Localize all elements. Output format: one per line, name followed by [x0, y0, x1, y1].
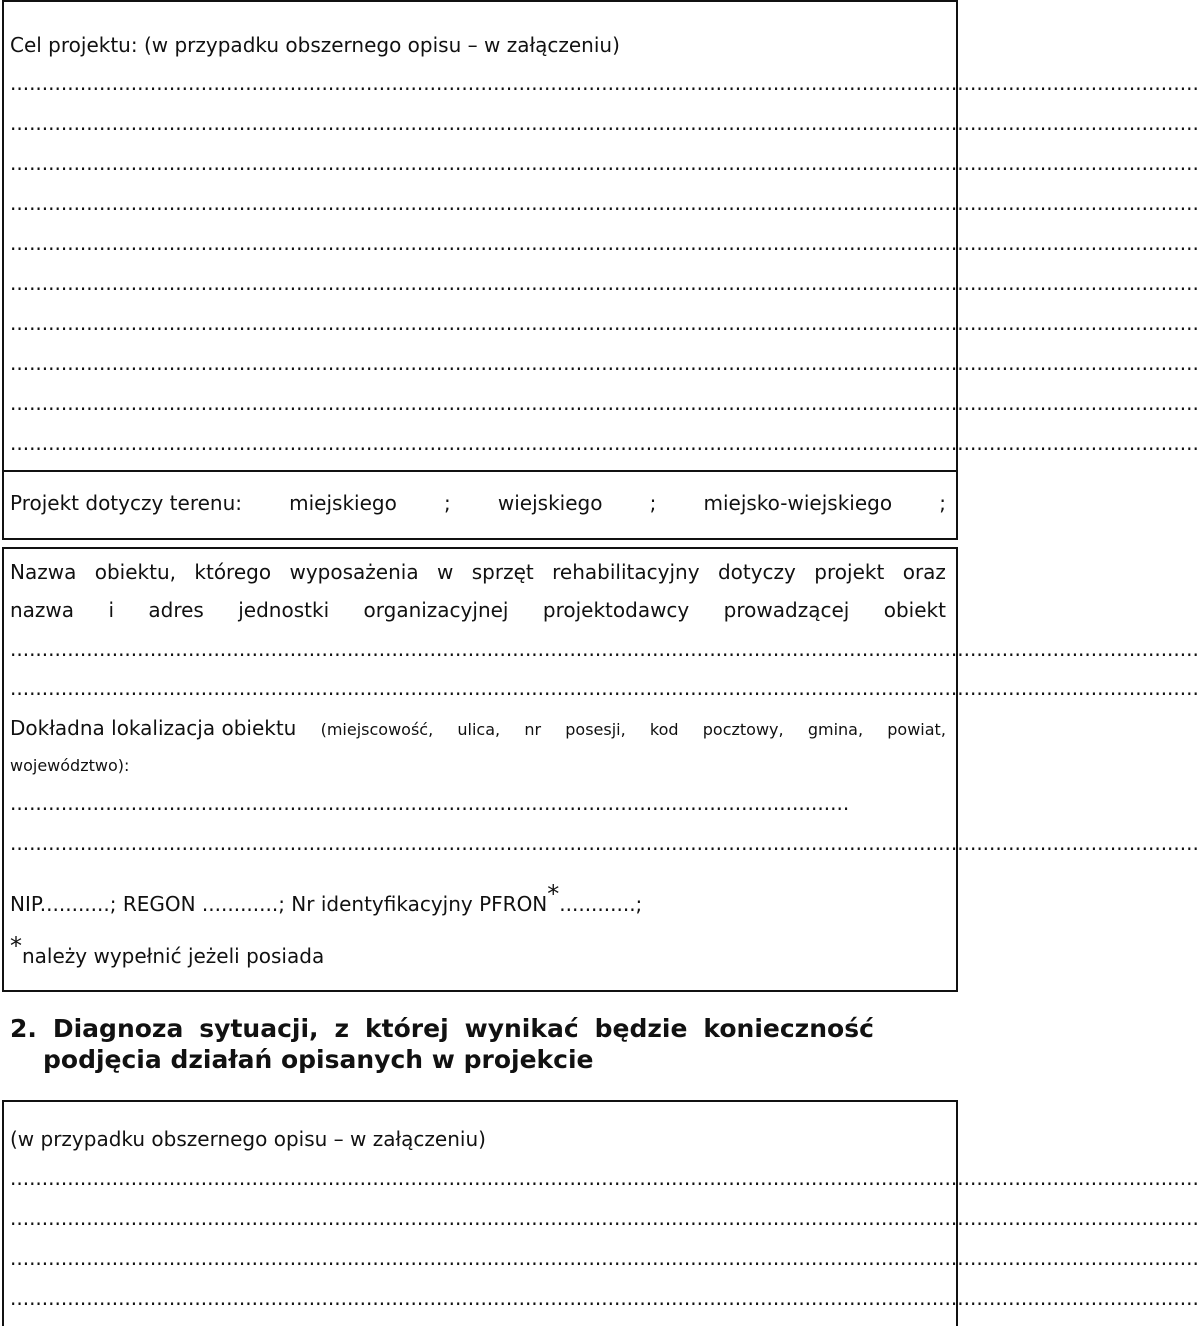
location-detail: ulica,: [457, 720, 501, 739]
goal-dots-line[interactable]: ...........................................................................................................................................................................................: [10, 111, 1199, 135]
goal-dots-line[interactable]: ...........................................................................................................................................................................................: [10, 431, 1199, 455]
heading-word: konieczność: [703, 1014, 874, 1043]
ids-fields[interactable]: NIP...........; REGON ............; Nr identyfikacyjny PFRON: [10, 892, 548, 916]
location-dots-short[interactable]: ....................................................................................................................................: [10, 791, 850, 815]
location-detail: powiat,: [887, 720, 946, 739]
diagnosis-dots-line[interactable]: ...........................................................................................................................................................................................: [10, 1286, 1199, 1310]
object-dots-line[interactable]: ...........................................................................................................................................................................................: [10, 637, 1199, 661]
location-detail-cont: województwo):: [10, 756, 130, 775]
location-detail: kod: [649, 720, 679, 739]
object-word: i: [108, 598, 114, 622]
object-word: jednostki: [238, 598, 330, 622]
object-name-line: [10, 560, 946, 584]
heading-word: której: [365, 1014, 449, 1043]
footnote-line: [10, 932, 325, 968]
area-separator: ;: [443, 491, 451, 515]
location-detail: (miejscowość,: [320, 720, 434, 739]
area-option-urban-rural[interactable]: miejsko-wiejskiego: [703, 491, 893, 515]
area-separator: ;: [649, 491, 657, 515]
area-option-rural[interactable]: wiejskiego: [497, 491, 603, 515]
goal-label-line: [10, 33, 620, 57]
area-label: Projekt dotyczy terenu:: [10, 491, 242, 515]
object-word: Nazwa: [10, 560, 77, 584]
object-word: projektodawcy: [542, 598, 690, 622]
footnote-marker: *: [10, 932, 22, 960]
location-detail: posesji,: [565, 720, 626, 739]
diagnosis-dots-line[interactable]: ...........................................................................................................................................................................................: [10, 1246, 1199, 1270]
diagnosis-dots-line[interactable]: ...........................................................................................................................................................................................: [10, 1166, 1199, 1190]
goal-dots-line[interactable]: ...........................................................................................................................................................................................: [10, 271, 1199, 295]
heading-word: będzie: [594, 1014, 688, 1043]
section-2-heading: [10, 1013, 874, 1045]
goal-dots-line[interactable]: ...........................................................................................................................................................................................: [10, 231, 1199, 255]
goal-note: (w przypadku obszernego opisu – w załączeniu): [143, 33, 620, 57]
object-word: prowadzącej: [723, 598, 850, 622]
heading-word: wynikać: [464, 1014, 579, 1043]
area-row: [10, 491, 946, 515]
goal-dots-line[interactable]: ...........................................................................................................................................................................................: [10, 351, 1199, 375]
object-word: adres: [148, 598, 204, 622]
object-word: rehabilitacyjny: [552, 560, 700, 584]
object-word: którego: [194, 560, 272, 584]
object-word: dotyczy: [717, 560, 796, 584]
goal-dots-line[interactable]: ...........................................................................................................................................................................................: [10, 151, 1199, 175]
footnote-marker: *: [547, 880, 560, 908]
heading-word: sytuacji,: [199, 1014, 319, 1043]
goal-dots-line[interactable]: ...........................................................................................................................................................................................: [10, 71, 1199, 95]
diagnosis-note: (w przypadku obszernego opisu – w załączeniu): [10, 1127, 486, 1151]
object-word: sprzęt: [471, 560, 534, 584]
object-address-line: [10, 598, 946, 622]
ids-line: [10, 880, 643, 916]
location-dots-line[interactable]: ...........................................................................................................................................................................................: [10, 831, 1199, 855]
goal-label: Cel projektu:: [10, 33, 138, 57]
location-label: Dokładna lokalizacja obiektu: [10, 716, 297, 740]
location-detail: gmina,: [807, 720, 864, 739]
object-word: w: [436, 560, 454, 584]
object-word: oraz: [902, 560, 946, 584]
section-number: 2.: [10, 1014, 37, 1043]
object-dots-line[interactable]: ...........................................................................................................................................................................................: [10, 676, 1199, 700]
location-detail: nr: [524, 720, 542, 739]
heading-word: z: [334, 1014, 350, 1043]
footnote-text: należy wypełnić jeżeli posiada: [22, 944, 325, 968]
ids-tail[interactable]: ............;: [559, 892, 643, 916]
section-2-heading-cont: podjęcia działań opisanych w projekcie: [43, 1045, 594, 1074]
goal-dots-line[interactable]: ...........................................................................................................................................................................................: [10, 191, 1199, 215]
object-word: obiektu,: [94, 560, 176, 584]
object-word: nazwa: [10, 598, 75, 622]
area-separator: ;: [939, 491, 946, 515]
object-word: organizacyjnej: [363, 598, 509, 622]
goal-dots-line[interactable]: ...........................................................................................................................................................................................: [10, 311, 1199, 335]
area-option-urban[interactable]: miejskiego: [289, 491, 397, 515]
diagnosis-dots-line[interactable]: ...........................................................................................................................................................................................: [10, 1206, 1199, 1230]
object-word: wyposażenia: [289, 560, 419, 584]
goal-dots-line[interactable]: ...........................................................................................................................................................................................: [10, 391, 1199, 415]
heading-word: Diagnoza: [52, 1014, 184, 1043]
object-word: obiekt: [883, 598, 946, 622]
object-word: projekt: [814, 560, 885, 584]
divider: [2, 470, 958, 472]
location-detail: pocztowy,: [702, 720, 784, 739]
location-line: [10, 716, 946, 742]
